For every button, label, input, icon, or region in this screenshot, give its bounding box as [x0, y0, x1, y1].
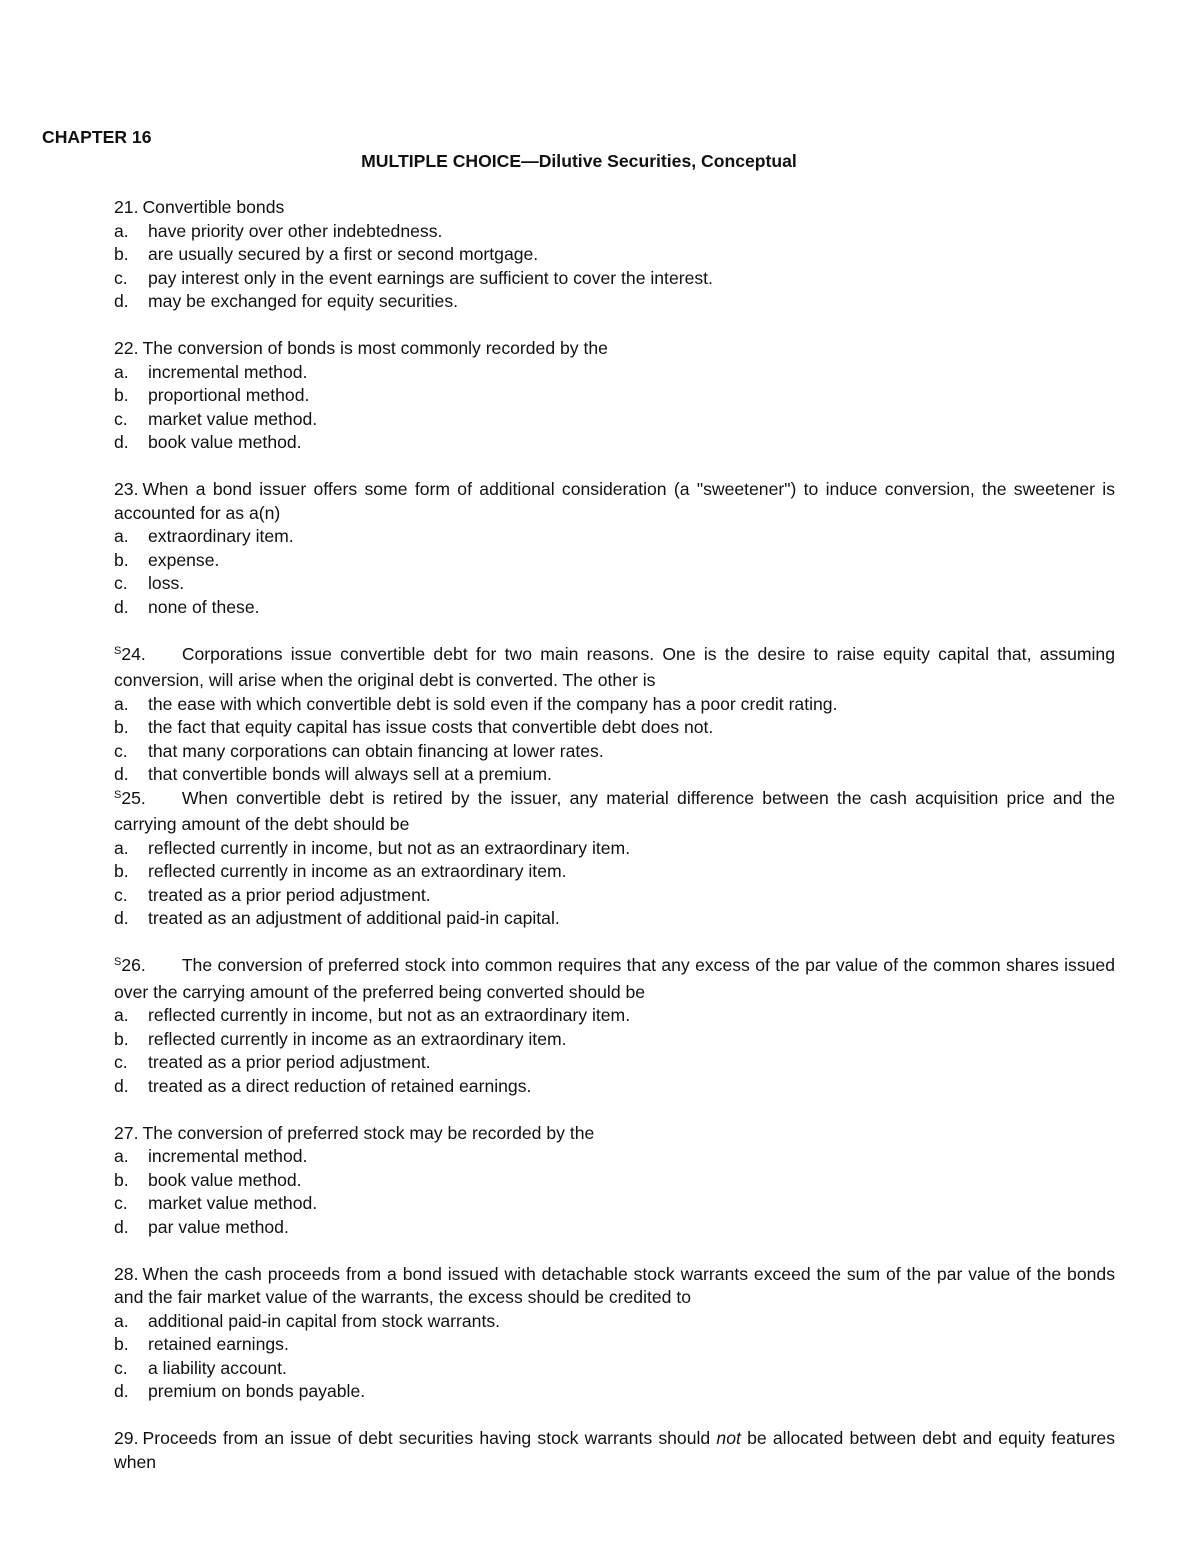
- question-text: Convertible bonds: [142, 197, 285, 217]
- question-24: [114, 643, 1115, 787]
- question-marker: S: [114, 956, 122, 968]
- option-letter: a.: [114, 361, 129, 382]
- option-a: [114, 693, 1115, 717]
- option-c: [114, 1051, 1115, 1075]
- question-27: [114, 1122, 1115, 1240]
- option-letter: d.: [114, 596, 129, 617]
- option-letter: c.: [114, 573, 128, 593]
- option-text: book value method.: [148, 432, 302, 452]
- question-stem: [114, 337, 1115, 361]
- option-text: the ease with which convertible debt is sold even if the company has a poor credit rating.: [148, 693, 838, 714]
- option-d: [114, 290, 1115, 314]
- option-b: [114, 1028, 1115, 1052]
- question-text: The conversion of preferred stock into common requires that any excess of the par value of the common shares issued over the carrying amount of the preferred being converted should be: [114, 955, 1115, 1002]
- question-number: 21.: [114, 197, 139, 217]
- question-text: The conversion of preferred stock may be recorded by the: [142, 1122, 595, 1143]
- question-list: [114, 196, 1115, 1498]
- option-text: have priority over other indebtedness.: [148, 220, 443, 241]
- question-number: 24.: [121, 643, 146, 664]
- option-text: reflected currently in income as an extraordinary item.: [148, 1028, 567, 1049]
- option-b: [114, 716, 1115, 740]
- question-text-before: Proceeds from an issue of debt securities having stock warrants should: [142, 1428, 711, 1448]
- option-c: [114, 267, 1115, 291]
- option-c: [114, 408, 1115, 432]
- option-text: market value method.: [148, 1193, 318, 1213]
- option-text: incremental method.: [148, 361, 308, 382]
- option-a: [114, 1145, 1115, 1169]
- question-number: 25.: [121, 787, 146, 808]
- option-text: reflected currently in income, but not as an extraordinary item.: [148, 1005, 631, 1025]
- option-text: extraordinary item.: [148, 526, 294, 546]
- question-text: When a bond issuer offers some form of additional consideration (a "sweetener") to induce conversion, the sweetener is accounted for as a(n): [114, 479, 1115, 523]
- question-stem: [114, 787, 1115, 837]
- option-text: are usually secured by a first or second mortgage.: [148, 244, 539, 264]
- option-b: [114, 860, 1115, 884]
- option-letter: b.: [114, 385, 129, 405]
- option-letter: d.: [114, 1216, 129, 1237]
- option-text: the fact that equity capital has issue costs that convertible debt does not.: [148, 717, 714, 737]
- option-d: [114, 431, 1115, 455]
- option-letter: c.: [114, 740, 128, 761]
- question-26: [114, 954, 1115, 1098]
- option-text: premium on bonds payable.: [148, 1381, 366, 1401]
- option-letter: b.: [114, 549, 129, 570]
- option-text: incremental method.: [148, 1146, 308, 1166]
- question-text: Corporations issue convertible debt for two main reasons. One is the desire to raise equity capital that, assuming conversion, will arise when the original debt is converted. The other is: [114, 643, 1115, 690]
- option-b: [114, 1333, 1115, 1357]
- option-d: [114, 1075, 1115, 1099]
- option-text: pay interest only in the event earnings are sufficient to cover the interest.: [148, 267, 713, 288]
- option-d: [114, 1380, 1115, 1404]
- option-c: [114, 1357, 1115, 1381]
- question-number: 22.: [114, 338, 139, 358]
- option-text: none of these.: [148, 596, 260, 617]
- option-letter: c.: [114, 1052, 128, 1072]
- option-letter: a.: [114, 693, 129, 714]
- question-stem: [114, 478, 1115, 525]
- option-c: [114, 884, 1115, 908]
- option-letter: c.: [114, 1193, 128, 1213]
- question-number: 27.: [114, 1122, 139, 1143]
- option-text: loss.: [148, 573, 185, 593]
- option-letter: d.: [114, 908, 129, 928]
- option-d: [114, 596, 1115, 620]
- option-letter: b.: [114, 1028, 129, 1049]
- option-letter: b.: [114, 717, 129, 737]
- option-a: [114, 361, 1115, 385]
- option-a: [114, 1310, 1115, 1334]
- option-a: [114, 1004, 1115, 1028]
- option-letter: b.: [114, 861, 129, 881]
- question-number: 26.: [121, 955, 146, 975]
- option-text: proportional method.: [148, 385, 310, 405]
- option-letter: d.: [114, 432, 129, 452]
- option-d: [114, 1216, 1115, 1240]
- option-letter: a.: [114, 837, 129, 858]
- option-b: [114, 549, 1115, 573]
- question-marker: S: [114, 644, 122, 657]
- option-letter: c.: [114, 1357, 128, 1378]
- option-a: [114, 525, 1115, 549]
- option-text: treated as a prior period adjustment.: [148, 884, 431, 905]
- option-text: reflected currently in income as an extraordinary item.: [148, 861, 567, 881]
- option-text: par value method.: [148, 1216, 289, 1237]
- option-letter: b.: [114, 1169, 129, 1190]
- question-text-emphasis: not: [716, 1428, 741, 1448]
- option-letter: b.: [114, 244, 129, 264]
- question-text: When the cash proceeds from a bond issued with detachable stock warrants exceed the sum of the par value of the bonds and the fair market value of the warrants, the excess should be credited to: [114, 1263, 1115, 1307]
- option-letter: d.: [114, 291, 129, 311]
- option-text: treated as an adjustment of additional paid-in capital.: [148, 908, 560, 928]
- option-a: [114, 220, 1115, 244]
- option-text: that convertible bonds will always sell at a premium.: [148, 764, 552, 784]
- question-stem: [114, 1263, 1115, 1310]
- option-text: treated as a prior period adjustment.: [148, 1052, 431, 1072]
- question-number: 28.: [114, 1263, 139, 1284]
- option-letter: a.: [114, 220, 129, 241]
- question-marker: S: [114, 788, 122, 801]
- question-number: 23.: [114, 479, 139, 499]
- option-letter: c.: [114, 884, 128, 905]
- option-text: market value method.: [148, 408, 318, 429]
- option-letter: d.: [114, 1381, 129, 1401]
- option-letter: a.: [114, 526, 129, 546]
- option-text: treated as a direct reduction of retained earnings.: [148, 1075, 532, 1096]
- option-text: book value method.: [148, 1169, 302, 1190]
- question-stem: [114, 196, 1115, 220]
- question-28: [114, 1263, 1115, 1404]
- question-stem: [114, 1427, 1115, 1474]
- option-letter: a.: [114, 1310, 129, 1331]
- option-text: retained earnings.: [148, 1334, 289, 1354]
- section-title: MULTIPLE CHOICE—Dilutive Securities, Conceptual: [361, 151, 797, 171]
- question-29: [114, 1427, 1115, 1474]
- option-b: [114, 243, 1115, 267]
- question-stem: [114, 643, 1115, 693]
- option-text: expense.: [148, 549, 220, 570]
- option-letter: d.: [114, 1075, 129, 1096]
- question-25: [114, 787, 1115, 931]
- option-letter: c.: [114, 267, 128, 288]
- question-text-after: be allocated between debt and equity features when: [114, 1428, 1115, 1472]
- option-letter: a.: [114, 1146, 129, 1166]
- option-text: may be exchanged for equity securities.: [148, 291, 459, 311]
- option-d: [114, 763, 1115, 787]
- chapter-heading: CHAPTER 16: [42, 127, 152, 147]
- option-a: [114, 837, 1115, 861]
- question-text: When convertible debt is retired by the issuer, any material difference between the cash acquisition price and the carrying amount of the debt should be: [114, 787, 1115, 834]
- question-number: 29.: [114, 1428, 139, 1448]
- option-letter: a.: [114, 1005, 129, 1025]
- option-d: [114, 907, 1115, 931]
- option-c: [114, 1192, 1115, 1216]
- question-21: [114, 196, 1115, 314]
- question-23: [114, 478, 1115, 619]
- option-c: [114, 572, 1115, 596]
- option-text: additional paid-in capital from stock warrants.: [148, 1310, 501, 1331]
- question-stem: [114, 954, 1115, 1004]
- question-stem: [114, 1122, 1115, 1146]
- question-text: The conversion of bonds is most commonly recorded by the: [142, 338, 608, 358]
- option-text: reflected currently in income, but not as an extraordinary item.: [148, 837, 631, 858]
- option-b: [114, 1169, 1115, 1193]
- question-22: [114, 337, 1115, 455]
- option-letter: c.: [114, 408, 128, 429]
- option-b: [114, 384, 1115, 408]
- option-letter: d.: [114, 764, 129, 784]
- option-letter: b.: [114, 1334, 129, 1354]
- option-c: [114, 740, 1115, 764]
- option-text: that many corporations can obtain financing at lower rates.: [148, 740, 604, 761]
- option-text: a liability account.: [148, 1357, 287, 1378]
